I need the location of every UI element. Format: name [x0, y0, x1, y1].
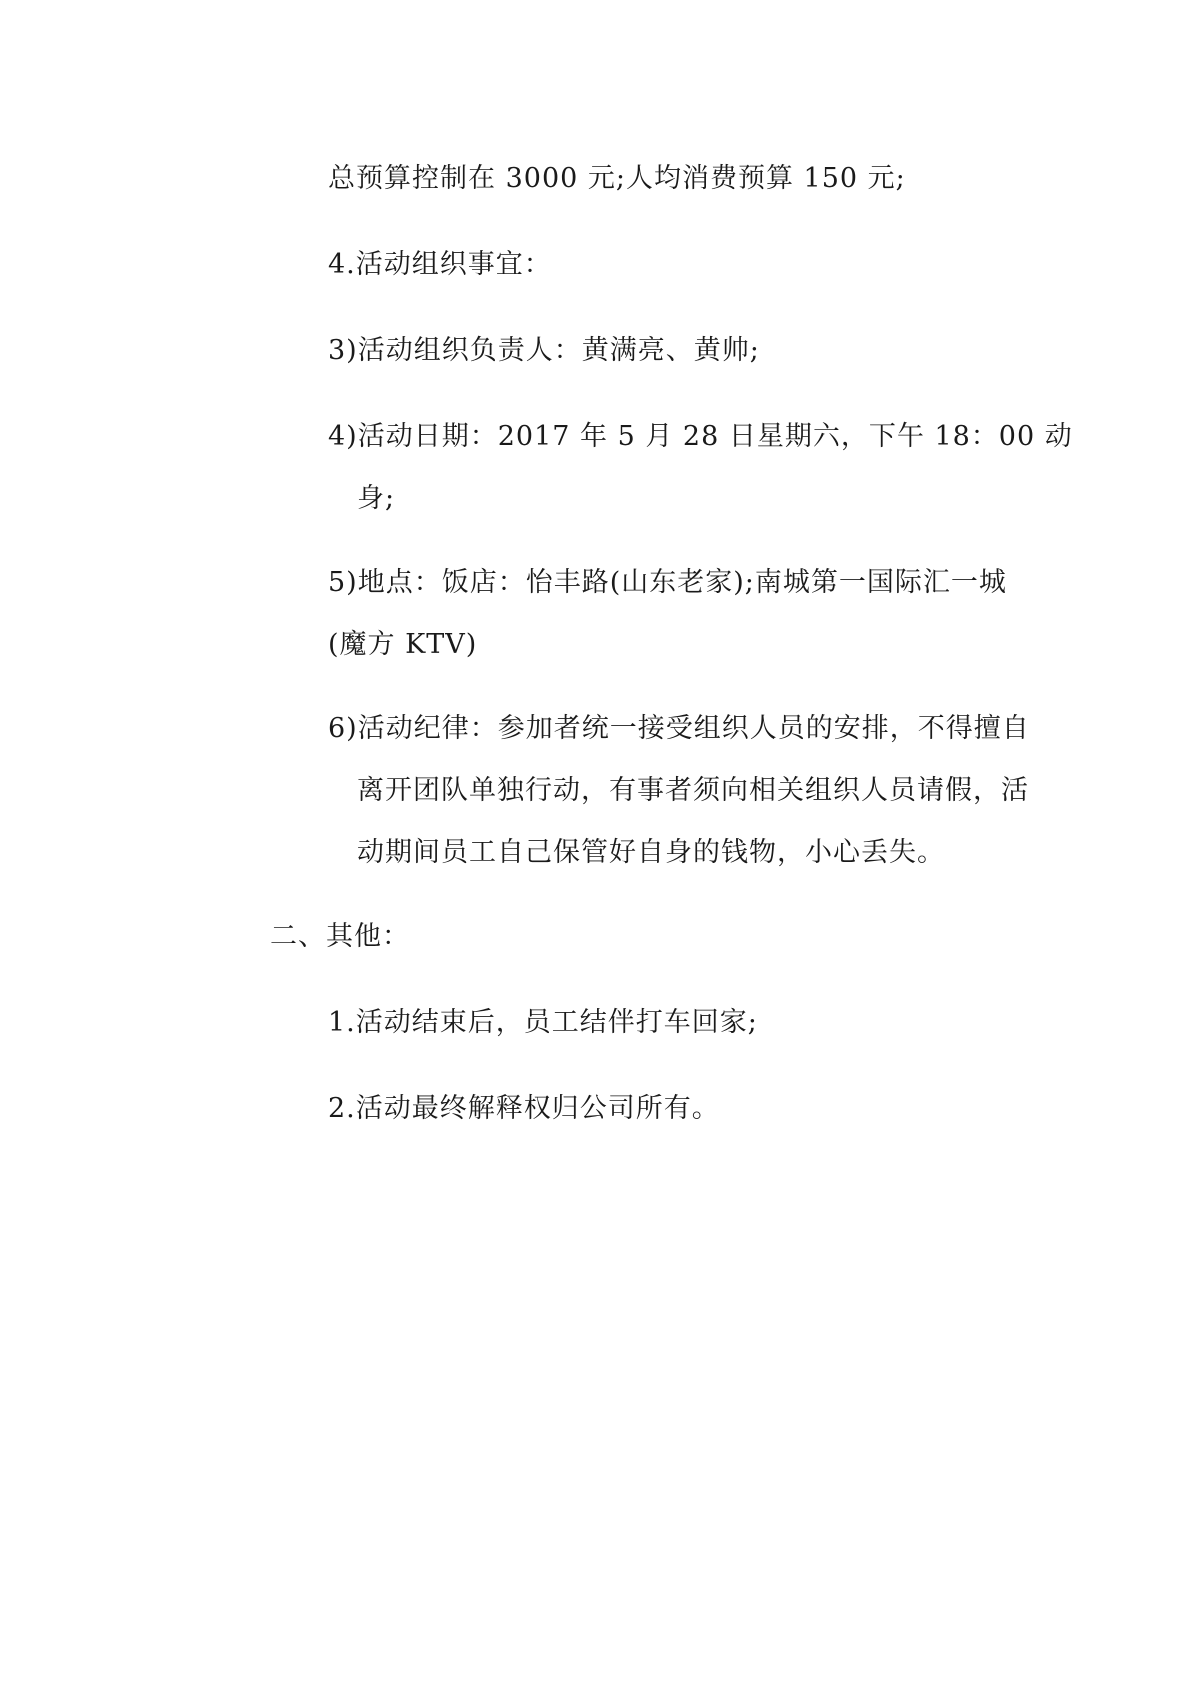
organizer-line: 3)活动组织负责人：黄满亮、黄帅; — [328, 335, 760, 366]
location-line-continued: (魔方 KTV) — [328, 629, 478, 660]
section-heading-organization: 4.活动组织事宜： — [328, 249, 552, 280]
other-item-2: 2.活动最终解释权归公司所有。 — [328, 1093, 720, 1124]
discipline-line-continued-1: 离开团队单独行动，有事者须向相关组织人员请假，活 — [357, 775, 1029, 806]
discipline-line-continued-2: 动期间员工自己保管好自身的钱物，小心丢失。 — [357, 837, 945, 868]
budget-line: 总预算控制在 3000 元;人均消费预算 150 元; — [328, 163, 906, 194]
date-line-continued: 身; — [357, 483, 396, 514]
discipline-line: 6)活动纪律：参加者统一接受组织人员的安排，不得擅自 — [328, 713, 1030, 744]
section-heading-other: 二、其他： — [270, 921, 410, 952]
location-line: 5)地点：饭店：怡丰路(山东老家);南城第一国际汇一城 — [328, 567, 1007, 598]
other-item-1: 1.活动结束后，员工结伴打车回家; — [328, 1007, 758, 1038]
date-line: 4)活动日期：2017 年 5 月 28 日星期六，下午 18：00 动 — [328, 421, 1073, 452]
